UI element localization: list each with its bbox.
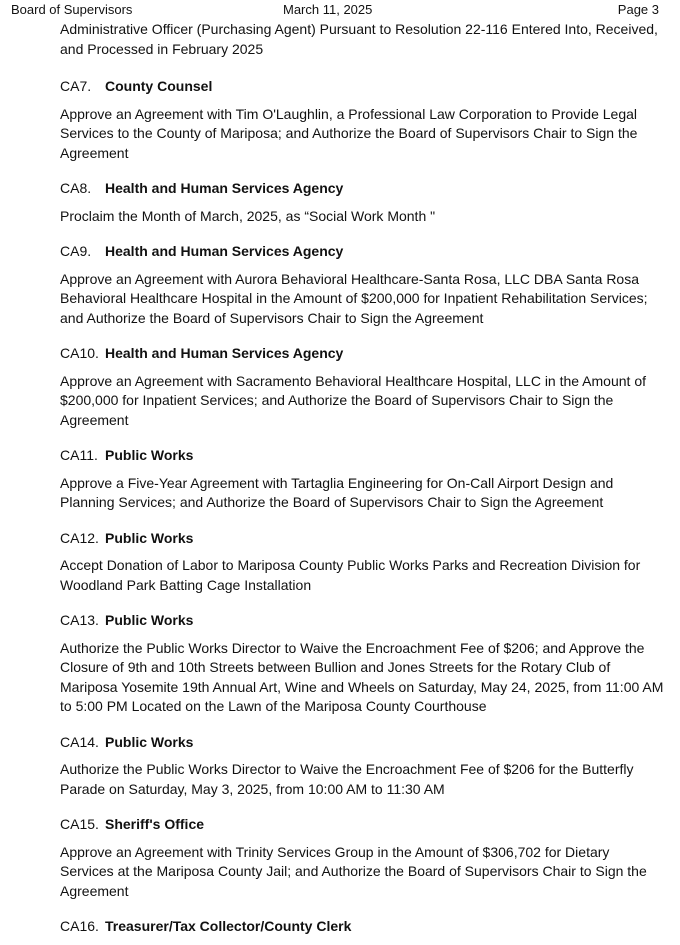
item-department: Public Works bbox=[105, 733, 194, 750]
agenda-content bbox=[60, 20, 665, 945]
item-department: Health and Human Services Agency bbox=[105, 243, 344, 259]
item-heading bbox=[60, 179, 665, 199]
consent-item-ca11 bbox=[60, 446, 665, 513]
item-heading bbox=[60, 242, 665, 262]
consent-item-ca9 bbox=[60, 242, 665, 328]
header-date: March 11, 2025 bbox=[283, 2, 373, 17]
item-description: Approve an Agreement with Aurora Behavioral Healthcare-Santa Rosa, LLC DBA Santa Rosa Behavioral Healthcare Hospital in the Amount of $200,000 for Inpatient Rehabilitation Services; and Authorize the Board of Supervisors Chair to Sign the Agreement bbox=[60, 270, 648, 326]
item-code: CA8. bbox=[60, 180, 92, 196]
item-description: Approve an Agreement with Sacramento Behavioral Healthcare Hospital, LLC in the Amount of $200,000 for Inpatient Services; and Authorize the Board of Supervisors Chair to Sign the Agreement bbox=[60, 372, 646, 428]
consent-item-ca14 bbox=[60, 733, 665, 800]
consent-item-ca13 bbox=[60, 611, 665, 717]
consent-item-ca10 bbox=[60, 344, 665, 430]
item-code: CA10. bbox=[60, 345, 99, 361]
item-code: CA15. bbox=[60, 816, 99, 832]
item-department: Health and Human Services Agency bbox=[105, 345, 344, 361]
item-heading bbox=[60, 733, 665, 753]
item-description: Authorize the Public Works Director to Waive the Encroachment Fee of $206; and Approve the Closure of 9th and 10th Streets between Bullion and Jones Streets for the Rotary Club of Mariposa Yosemite 19th Annual Art, Wine and Wheels on Saturday, May 24, 2025, from 11:00 AM to 5:00 PM Located on the Lawn of the Mariposa County Courthouse bbox=[60, 639, 664, 714]
item-code: CA12. bbox=[60, 529, 99, 546]
item-code: CA7. bbox=[60, 78, 92, 94]
item-description: Approve a Five-Year Agreement with Tartaglia Engineering for On-Call Airport Design and Planning Services; and Authorize the Board of Supervisors Chair to Sign the Agreement bbox=[60, 474, 614, 510]
item-description: Approve an Agreement with Trinity Services Group in the Amount of $306,702 for Dietary Services at the Mariposa County Jail; and Authorize the Board of Supervisors Chair to Sign the Agreement bbox=[60, 843, 647, 899]
item-code: CA9. bbox=[60, 243, 92, 259]
item-description: Approve an Agreement with Tim O'Laughlin, a Professional Law Corporation to Provide Legal Services to the County of Mariposa; and Authorize the Board of Supervisors Chair to Sign the Agreement bbox=[60, 105, 638, 161]
item-department: Public Works bbox=[105, 612, 194, 628]
item-department: Public Works bbox=[105, 447, 194, 463]
item-code: CA16. bbox=[60, 918, 99, 934]
item-department: County Counsel bbox=[105, 78, 213, 94]
item-department: Health and Human Services Agency bbox=[105, 180, 344, 196]
item-code: CA13. bbox=[60, 612, 99, 628]
item-heading bbox=[60, 611, 665, 631]
consent-item-ca16 bbox=[60, 917, 665, 937]
item-description: Accept Donation of Labor to Mariposa County Public Works Parks and Recreation Division for Woodland Park Batting Cage Installation bbox=[60, 557, 641, 593]
item-description: Proclaim the Month of March, 2025, as “Social Work Month " bbox=[60, 207, 436, 224]
page-header bbox=[0, 0, 680, 18]
continued-item-text: Administrative Officer (Purchasing Agent) Pursuant to Resolution 22-116 Entered Into, Received, and Processed in February 2025 bbox=[60, 21, 658, 57]
consent-item-ca7 bbox=[60, 77, 665, 163]
header-page-number: Page 3 bbox=[617, 2, 659, 17]
item-department: Sheriff's Office bbox=[105, 816, 205, 832]
item-heading bbox=[60, 815, 665, 835]
item-heading bbox=[60, 344, 665, 364]
item-heading bbox=[60, 77, 665, 97]
consent-item-ca8 bbox=[60, 179, 665, 226]
header-board-name: Board of Supervisors bbox=[11, 2, 133, 17]
item-heading bbox=[60, 446, 665, 466]
item-code: CA14. bbox=[60, 733, 99, 750]
item-department: Public Works bbox=[105, 529, 194, 546]
item-heading bbox=[60, 529, 665, 549]
item-description: Authorize the Public Works Director to Waive the Encroachment Fee of $206 for the Butterfly Parade on Saturday, May 3, 2025, from 10:00 AM to 11:30 AM bbox=[60, 761, 634, 797]
item-department: Treasurer/Tax Collector/County Clerk bbox=[105, 918, 352, 934]
item-heading bbox=[60, 917, 665, 937]
item-code: CA11. bbox=[60, 447, 98, 463]
consent-item-ca15 bbox=[60, 815, 665, 901]
consent-item-ca12 bbox=[60, 529, 665, 596]
